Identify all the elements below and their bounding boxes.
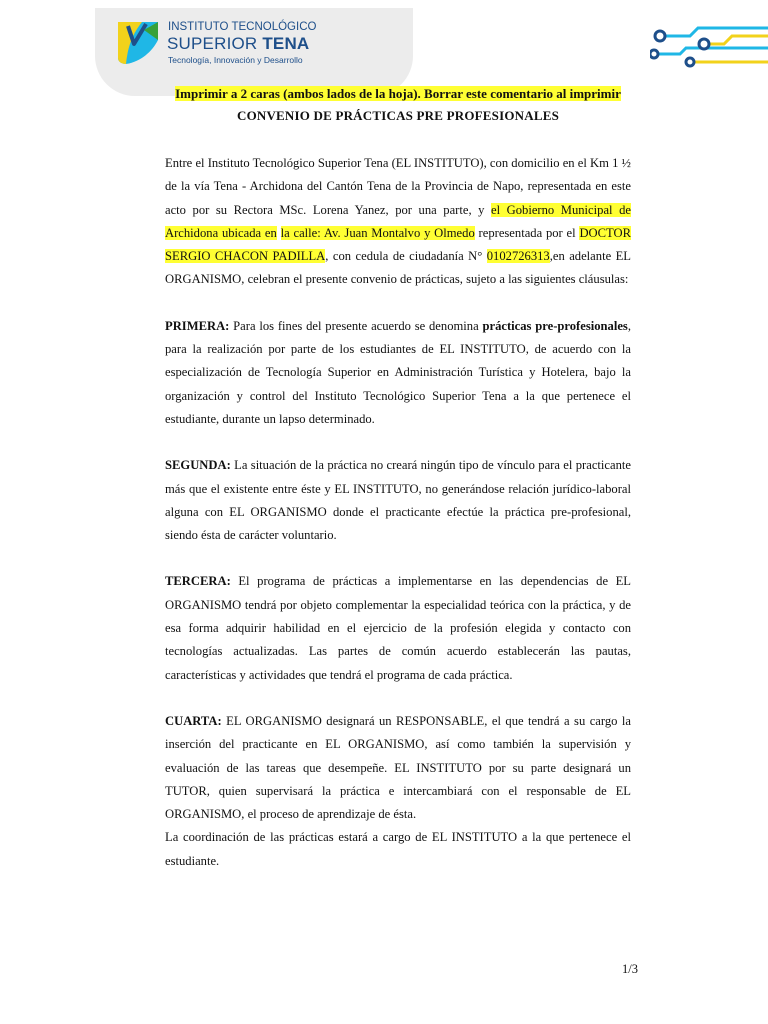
- page-number: 1/3: [622, 962, 638, 976]
- clause-tercera: TERCERA: El programa de prácticas a implementarse en las dependencias de EL ORGANISMO tendrá por objeto complementar la especialidad teórica con la práctica, y de esa forma adquirir habilidad en el ejercicio de la profesión elegida y contacto con tecnologías actualizadas. Las partes de común acuerdo establecerán las pautas, características y actividades que tendrá el programa de cada práctica.: [165, 574, 631, 682]
- clause-cuarta: CUARTA: EL ORGANISMO designará un RESPONSABLE, el que tendrá a su cargo la inserción del practicante en EL ORGANISMO, así como también la supervisión y evaluación de las tareas que desempeñe. EL INSTITUTO por su parte designará un TUTOR, quien supervisará la práctica e intercambiará con el responsable de EL ORGANISMO, el proceso de aprendizaje de ésta.: [165, 713, 631, 822]
- highlight-id-number: 0102726313: [486, 249, 550, 264]
- logo-tagline: Tecnología, Innovación y Desarrollo: [168, 55, 303, 65]
- clause-label: PRIMERA:: [165, 318, 230, 333]
- clause-label: TERCERA:: [165, 574, 231, 589]
- document-title: CONVENIO DE PRÁCTICAS PRE PROFESIONALES: [236, 108, 559, 123]
- print-note: Imprimir a 2 caras (ambos lados de la hoja). Borrar este comentario al imprimir: [175, 86, 621, 101]
- highlight-representative: DOCTOR SERGIO CHACON PADILLA: [165, 225, 631, 264]
- clause-label: CUARTA:: [165, 713, 222, 728]
- highlight-address: la calle: Av. Juan Montalvo y Olmedo: [280, 225, 475, 240]
- document-body: [165, 84, 631, 873]
- logo-mark-icon: [114, 18, 162, 68]
- clause-cuarta-extra: La coordinación de las prácticas estará a cargo de EL INSTITUTO a la que pertenece el estudiante.: [165, 830, 631, 868]
- logo-line-2: SUPERIOR TENA: [167, 34, 310, 53]
- institute-logo: [110, 16, 410, 72]
- intro-paragraph: Entre el Instituto Tecnológico Superior Tena (EL INSTITUTO), con domicilio en el Km 1 ½ de la vía Tena - Archidona del Cantón Tena de la Provincia de Napo, representada en este acto por su Rectora MSc. Lorena Yanez, por una parte, y el Gobierno Municipal de Archidona ubicada en la calle: Av. Juan Montalvo y Olmedo representada por el DOCTOR SERGIO CHACON PADILLA, con cedula de ciudadanía N° 0102726313,en adelante EL ORGANISMO, celebran el presente convenio de prácticas, sujeto a las siguientes cláusulas:: [165, 156, 631, 287]
- circuit-decoration-icon: [650, 14, 768, 70]
- logo-line-1: INSTITUTO TECNOLÓGICO: [168, 21, 317, 33]
- clause-segunda: SEGUNDA: La situación de la práctica no creará ningún tipo de vínculo para el practicante más que el existente entre éste y EL INSTITUTO, no generándose relación jurídico-laboral alguna con EL ORGANISMO donde el practicante efectúe la práctica pre-profesional, siendo ésta de carácter voluntario.: [165, 458, 631, 543]
- highlight-organism: el Gobierno Municipal de Archidona ubicada en: [165, 202, 631, 240]
- clause-primera: PRIMERA: Para los fines del presente acuerdo se denomina prácticas pre-profesionales, para la realización por parte de los estudiantes de EL INSTITUTO, de acuerdo con la especialización de Tecnología Superior en Administración Turística y Hotelera, bajo la organización y control del Instituto Tecnológico Superior Tena a la que pertenece el estudiante, durante un lapso determinado.: [165, 318, 631, 426]
- clause-label: SEGUNDA:: [165, 458, 231, 473]
